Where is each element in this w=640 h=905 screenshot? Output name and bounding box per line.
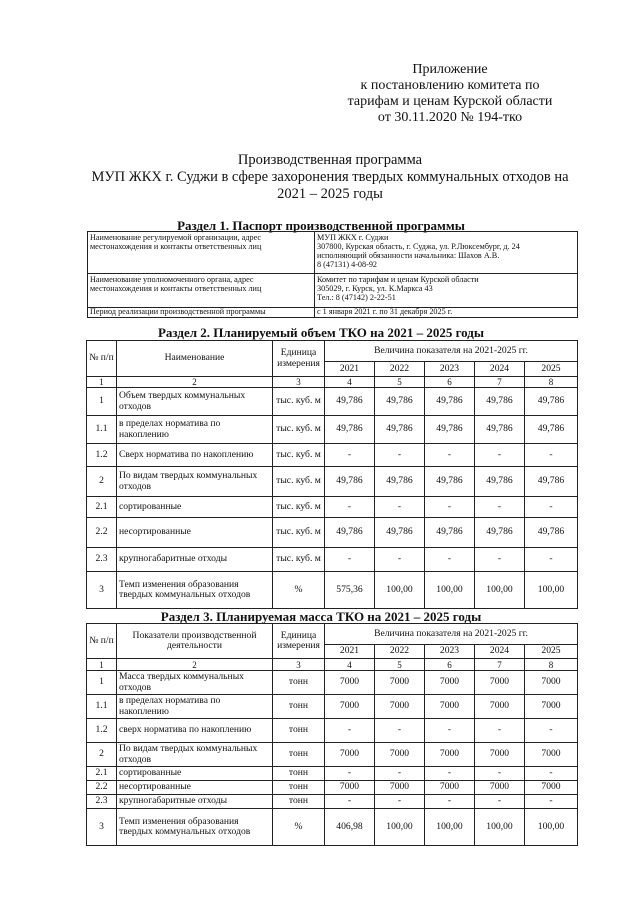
row-value: 7000	[325, 781, 375, 795]
row-unit: тыс. куб. м	[273, 548, 325, 572]
row-unit: %	[273, 572, 325, 609]
row-value: -	[425, 767, 475, 781]
row-name: Темп изменения образования твердых коммунальных отходов	[117, 572, 273, 609]
row-name: Масса твердых коммунальных отходов	[117, 671, 273, 695]
row-name: Темп изменения образования твердых коммунальных отходов	[117, 809, 273, 846]
row-value: -	[325, 795, 375, 809]
row-value: 49,786	[425, 388, 475, 416]
section2-title: Раздел 2. Планируемый объем ТКО на 2021 – 2025 годы	[157, 325, 485, 340]
column-number-row	[87, 377, 578, 388]
row-unit: тонн	[273, 671, 325, 695]
header-unit: Единица измерения	[273, 624, 325, 659]
table-row	[87, 467, 578, 497]
row-value: -	[375, 444, 425, 467]
row-value: 49,786	[475, 467, 525, 497]
row-value: 100,00	[425, 809, 475, 846]
row-number: 2.1	[87, 497, 117, 518]
column-number: 4	[325, 377, 375, 388]
table-row	[87, 518, 578, 548]
table-row	[87, 388, 578, 416]
row-name: сверх норматива по накоплению	[117, 719, 273, 743]
table-row	[87, 719, 578, 743]
row-value: 7000	[375, 781, 425, 795]
header-row	[87, 624, 578, 645]
table-row	[87, 767, 578, 781]
column-number: 5	[375, 659, 425, 671]
header-group: Величина показателя на 2021-2025 гг.	[325, 624, 578, 645]
table-row	[87, 444, 578, 467]
row-value: 7000	[325, 671, 375, 695]
header-year: 2025	[525, 362, 578, 377]
row-value: -	[475, 767, 525, 781]
header-name: Наименование	[117, 341, 273, 377]
table-row	[87, 809, 578, 846]
row-value: 7000	[475, 743, 525, 767]
header-num: № п/п	[87, 341, 117, 377]
row-name: несортированные	[117, 518, 273, 548]
row-value: 49,786	[525, 388, 578, 416]
row-unit: тонн	[273, 695, 325, 719]
row-value: 49,786	[475, 388, 525, 416]
row-number: 2.1	[87, 767, 117, 781]
table-row	[87, 548, 578, 572]
row-number: 1	[87, 388, 117, 416]
row-value: 100,00	[525, 572, 578, 609]
row-value: 7000	[425, 695, 475, 719]
row-number: 2.3	[87, 548, 117, 572]
row-value: 49,786	[375, 518, 425, 548]
row-value: -	[375, 719, 425, 743]
header-year: 2022	[375, 645, 425, 659]
passport-value: МУП ЖКХ г. Суджи 307800, Курская область, г. Суджа, ул. Р.Люксембург, д. 24 исполняющий обязанности начальника: Шахов А.В. 8 (47131) 4-08-92	[315, 232, 578, 274]
row-name: сортированные	[117, 497, 273, 518]
column-number: 7	[475, 659, 525, 671]
row-name: По видам твердых коммунальных отходов	[117, 743, 273, 767]
row-value: -	[325, 497, 375, 518]
row-value: 49,786	[525, 467, 578, 497]
header-year: 2024	[475, 645, 525, 659]
header-year: 2021	[325, 645, 375, 659]
row-value: -	[425, 548, 475, 572]
row-value: 7000	[475, 781, 525, 795]
column-number: 3	[273, 659, 325, 671]
row-value: 49,786	[375, 388, 425, 416]
row-value: -	[375, 548, 425, 572]
row-value: -	[325, 444, 375, 467]
row-value: 7000	[475, 695, 525, 719]
row-value: -	[475, 719, 525, 743]
table-row	[87, 416, 578, 444]
row-number: 1.1	[87, 416, 117, 444]
table-row	[87, 743, 578, 767]
column-number: 8	[525, 377, 578, 388]
row-value: 49,786	[425, 467, 475, 497]
row-value: 49,786	[525, 518, 578, 548]
column-number: 6	[425, 659, 475, 671]
row-number: 2.2	[87, 781, 117, 795]
row-value: -	[475, 795, 525, 809]
table-row	[87, 795, 578, 809]
row-value: 7000	[325, 695, 375, 719]
row-value: 49,786	[325, 416, 375, 444]
header-year: 2023	[425, 645, 475, 659]
passport-value: с 1 января 2021 г. по 31 декабря 2025 г.	[315, 308, 578, 318]
row-unit: тонн	[273, 719, 325, 743]
row-number: 1.2	[87, 719, 117, 743]
row-unit: тыс. куб. м	[273, 467, 325, 497]
row-value: -	[525, 444, 578, 467]
row-value: 7000	[375, 743, 425, 767]
row-value: 7000	[425, 671, 475, 695]
row-unit: тыс. куб. м	[273, 497, 325, 518]
row-value: 49,786	[425, 416, 475, 444]
appendix-line: Приложение	[412, 62, 488, 77]
row-unit: тыс. куб. м	[273, 518, 325, 548]
document-title	[80, 152, 580, 203]
passport-label: Наименование уполномоченного органа, адрес местонахождения и контакты ответственных лиц	[88, 274, 315, 308]
header-year: 2025	[525, 645, 578, 659]
row-value: -	[525, 548, 578, 572]
section3-title: Раздел 3. Планируемая масса ТКО на 2021 – 2025 годы	[160, 609, 482, 624]
row-unit: тонн	[273, 795, 325, 809]
row-value: 7000	[525, 743, 578, 767]
header-row	[87, 341, 578, 362]
row-number: 1.1	[87, 695, 117, 719]
row-value: 49,786	[425, 518, 475, 548]
row-value: 7000	[325, 743, 375, 767]
row-unit: тонн	[273, 781, 325, 795]
row-value: 100,00	[475, 572, 525, 609]
title-line: Производственная программа	[237, 152, 423, 168]
row-value: 100,00	[375, 572, 425, 609]
row-value: 49,786	[375, 416, 425, 444]
row-value: 7000	[525, 781, 578, 795]
row-value: -	[425, 444, 475, 467]
row-value: -	[475, 444, 525, 467]
header-year: 2023	[425, 362, 475, 377]
row-value: -	[425, 497, 475, 518]
column-number: 4	[325, 659, 375, 671]
row-unit: тонн	[273, 743, 325, 767]
row-value: 7000	[475, 671, 525, 695]
row-number: 2	[87, 743, 117, 767]
passport-table	[87, 231, 578, 318]
row-value: -	[525, 497, 578, 518]
row-name: По видам твердых коммунальных отходов	[117, 467, 273, 497]
row-value: 100,00	[425, 572, 475, 609]
row-value: 7000	[525, 671, 578, 695]
volume-table	[86, 340, 578, 609]
row-value: 406,98	[325, 809, 375, 846]
row-value: -	[525, 795, 578, 809]
row-name: в пределах норматива по накоплению	[117, 695, 273, 719]
appendix-line: от 30.11.2020 № 194-тко	[377, 110, 523, 125]
header-year: 2022	[375, 362, 425, 377]
row-value: -	[325, 719, 375, 743]
column-number: 5	[375, 377, 425, 388]
row-value: -	[425, 795, 475, 809]
mass-table	[86, 623, 578, 846]
row-number: 2	[87, 467, 117, 497]
row-value: -	[475, 497, 525, 518]
passport-row	[88, 274, 578, 308]
row-name: несортированные	[117, 781, 273, 795]
row-unit: тыс. куб. м	[273, 416, 325, 444]
table-row	[87, 781, 578, 795]
column-number: 8	[525, 659, 578, 671]
passport-row	[88, 308, 578, 318]
row-name: Сверх норматива по накоплению	[117, 444, 273, 467]
row-name: крупногабаритные отходы	[117, 548, 273, 572]
row-value: 49,786	[475, 416, 525, 444]
row-value: 49,786	[325, 467, 375, 497]
row-number: 3	[87, 572, 117, 609]
row-value: -	[325, 767, 375, 781]
section1-title: Раздел 1. Паспорт производственной программы	[177, 218, 465, 233]
row-value: 7000	[425, 743, 475, 767]
row-value: -	[375, 795, 425, 809]
column-number: 2	[117, 659, 273, 671]
row-unit: тыс. куб. м	[273, 388, 325, 416]
header-year: 2021	[325, 362, 375, 377]
appendix-line: тарифам и ценам Курской области	[347, 94, 553, 109]
row-value: 49,786	[325, 518, 375, 548]
row-value: -	[375, 767, 425, 781]
row-value: 7000	[425, 781, 475, 795]
header-num: № п/п	[87, 624, 117, 659]
column-number: 7	[475, 377, 525, 388]
column-number: 6	[425, 377, 475, 388]
row-number: 2.2	[87, 518, 117, 548]
row-value: 7000	[375, 695, 425, 719]
row-value: -	[425, 719, 475, 743]
column-number: 1	[87, 377, 117, 388]
appendix-block	[300, 62, 600, 126]
row-number: 1.2	[87, 444, 117, 467]
row-value: 100,00	[375, 809, 425, 846]
row-value: 100,00	[475, 809, 525, 846]
row-value: 7000	[525, 695, 578, 719]
table-row	[87, 671, 578, 695]
passport-row	[88, 232, 578, 274]
row-number: 1	[87, 671, 117, 695]
header-name: Показатели производственной деятельности	[117, 624, 273, 659]
table-row	[87, 572, 578, 609]
row-value: 49,786	[525, 416, 578, 444]
column-number: 2	[117, 377, 273, 388]
row-unit: тыс. куб. м	[273, 444, 325, 467]
column-number: 1	[87, 659, 117, 671]
column-number-row	[87, 659, 578, 671]
row-name: сортированные	[117, 767, 273, 781]
row-value: -	[525, 719, 578, 743]
column-number: 3	[273, 377, 325, 388]
title-line: МУП ЖКХ г. Суджи в сфере захоронения твердых коммунальных отходов на	[91, 169, 569, 185]
title-line: 2021 – 2025 годы	[277, 186, 383, 202]
row-value: 575,36	[325, 572, 375, 609]
table-row	[87, 497, 578, 518]
row-value: 100,00	[525, 809, 578, 846]
row-value: -	[525, 767, 578, 781]
passport-label: Период реализации производственной программы	[88, 308, 315, 318]
row-name: Объем твердых коммунальных отходов	[117, 388, 273, 416]
header-unit: Единица измерения	[273, 341, 325, 377]
row-unit: %	[273, 809, 325, 846]
header-group: Величина показателя на 2021-2025 гг.	[325, 341, 578, 362]
row-value: 49,786	[475, 518, 525, 548]
row-name: крупногабаритные отходы	[117, 795, 273, 809]
row-value: 7000	[375, 671, 425, 695]
header-year: 2024	[475, 362, 525, 377]
passport-label: Наименование регулируемой организации, адрес местонахождения и контакты ответственных лиц	[88, 232, 315, 274]
row-value: -	[375, 497, 425, 518]
row-value: 49,786	[375, 467, 425, 497]
row-number: 2.3	[87, 795, 117, 809]
appendix-line: к постановлению комитета по	[360, 78, 540, 93]
row-number: 3	[87, 809, 117, 846]
table-row	[87, 695, 578, 719]
row-value: -	[325, 548, 375, 572]
row-unit: тонн	[273, 767, 325, 781]
row-value: -	[475, 548, 525, 572]
passport-value: Комитет по тарифам и ценам Курской области 305029, г. Курск, ул. К.Маркса 43 Тел.: 8 (47142) 2-22-51	[315, 274, 578, 308]
row-name: в пределах норматива по накоплению	[117, 416, 273, 444]
row-value: 49,786	[325, 388, 375, 416]
